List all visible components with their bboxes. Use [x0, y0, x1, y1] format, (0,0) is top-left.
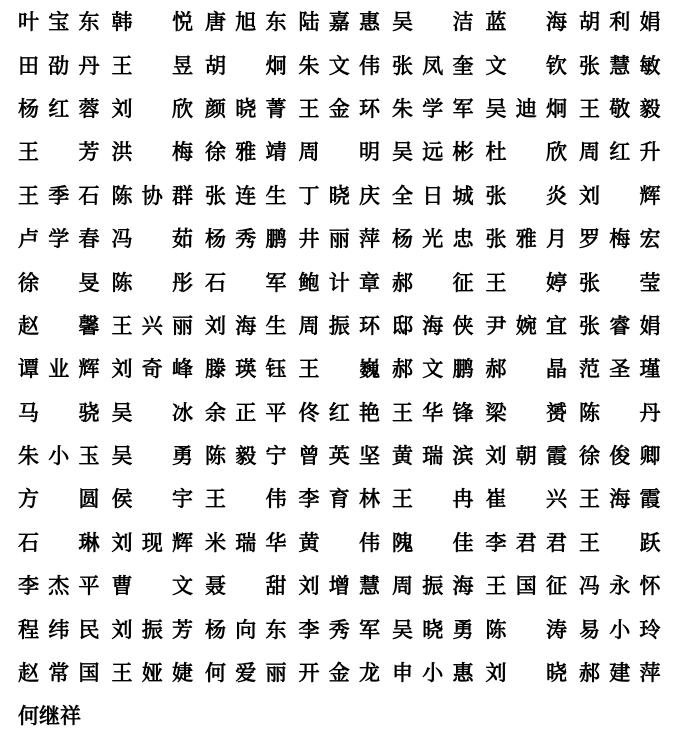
name-entry: 尹 婉 宜	[485, 312, 567, 338]
name-entry: 郝 建 萍	[579, 660, 661, 686]
name-entry: 徐 俊 卿	[579, 443, 661, 469]
name-entry: 何 继 祥	[18, 703, 81, 729]
name-entry: 郝 文 鹏	[392, 356, 474, 382]
name-entry: 曹 文	[111, 573, 193, 599]
name-entry: 朱 学 军	[392, 95, 474, 121]
name-row	[12, 477, 672, 520]
name-row	[12, 521, 672, 564]
name-entry: 刘 现 辉	[111, 529, 193, 555]
name-entry: 王 季 石	[18, 182, 100, 208]
name-row	[12, 564, 672, 607]
name-entry: 陈 协 群	[111, 182, 193, 208]
name-entry: 罗 梅 宏	[579, 226, 661, 252]
name-row	[12, 87, 672, 130]
name-entry: 曾 英 坚	[298, 443, 380, 469]
name-entry: 田 劭 丹	[18, 52, 100, 78]
name-entry: 程 纬 民	[18, 616, 100, 642]
name-entry: 谭 业 辉	[18, 356, 100, 382]
name-entry: 丁 晓 庆	[298, 182, 380, 208]
name-entry: 王 昱	[111, 52, 193, 78]
name-row	[12, 0, 672, 43]
name-entry: 张 炎	[485, 182, 567, 208]
name-entry: 周 明	[298, 139, 380, 165]
name-entry: 王 华 锋	[392, 399, 474, 425]
name-entry: 石 军	[205, 269, 287, 295]
name-entry: 滕 瑛 钰	[205, 356, 287, 382]
name-entry: 蓝 海	[485, 9, 567, 35]
name-entry: 王 金 环	[298, 95, 380, 121]
name-entry: 张 凤 奎	[392, 52, 474, 78]
name-entry: 陆 嘉 惠	[298, 9, 380, 35]
name-entry: 唐 旭 东	[205, 9, 287, 35]
name-entry: 石 琳	[18, 529, 100, 555]
name-entry: 王 敬 毅	[579, 95, 661, 121]
name-row	[12, 43, 672, 86]
name-entry: 张 连 生	[205, 182, 287, 208]
name-entry: 刘 奇 峰	[111, 356, 193, 382]
name-entry: 井 丽 萍	[298, 226, 380, 252]
name-entry: 李 秀 军	[298, 616, 380, 642]
name-entry: 方 圆	[18, 486, 100, 512]
name-entry: 吴 迪 炯	[485, 95, 567, 121]
name-entry: 王 婷	[485, 269, 567, 295]
name-entry: 吴 冰	[111, 399, 193, 425]
name-entry: 刘 朝 霞	[485, 443, 567, 469]
name-entry: 李 育 林	[298, 486, 380, 512]
name-entry: 郝 晶	[485, 356, 567, 382]
name-entry: 王 伟	[205, 486, 287, 512]
name-entry: 王 海 霞	[579, 486, 661, 512]
name-entry: 周 振 海	[392, 573, 474, 599]
name-row	[12, 434, 672, 477]
name-entry: 周 振 环	[298, 312, 380, 338]
name-entry: 韩 悦	[111, 9, 193, 35]
name-entry: 刘 增 慧	[298, 573, 380, 599]
name-entry: 陈 彤	[111, 269, 193, 295]
name-entry: 吴 勇	[111, 443, 193, 469]
name-entry: 刘 辉	[579, 182, 661, 208]
name-entry: 杨 光 忠	[392, 226, 474, 252]
name-row	[12, 130, 672, 173]
name-entry: 冯 永 怀	[579, 573, 661, 599]
name-entry: 张 莹	[579, 269, 661, 295]
name-entry: 范 圣 瑾	[579, 356, 661, 382]
name-row	[12, 174, 672, 217]
name-entry: 鲍 计 章	[298, 269, 380, 295]
name-entry: 余 正 平	[205, 399, 287, 425]
name-entry: 张 睿 娟	[579, 312, 661, 338]
name-entry: 梁 赟	[485, 399, 567, 425]
name-entry: 易 小 玲	[579, 616, 661, 642]
name-entry: 吴 晓 勇	[392, 616, 474, 642]
name-entry: 杨 秀 鹏	[205, 226, 287, 252]
name-entry: 赵 常 国	[18, 660, 100, 686]
name-entry: 开 金 龙	[298, 660, 380, 686]
name-entry: 刘 海 生	[205, 312, 287, 338]
name-entry: 陈 涛	[485, 616, 567, 642]
name-entry: 佟 红 艳	[298, 399, 380, 425]
name-row	[12, 260, 672, 303]
name-entry: 卢 学 春	[18, 226, 100, 252]
name-entry: 赵 馨	[18, 312, 100, 338]
name-entry: 崔 兴	[485, 486, 567, 512]
name-entry: 张 慧 敏	[579, 52, 661, 78]
name-entry: 王 兴 丽	[111, 312, 193, 338]
name-entry: 何 爱 丽	[205, 660, 287, 686]
name-entry: 徐 旻	[18, 269, 100, 295]
name-row	[12, 607, 672, 650]
name-entry: 申 小 惠	[392, 660, 474, 686]
name-row	[12, 304, 672, 347]
name-entry: 王 国 征	[485, 573, 567, 599]
name-entry: 隗 佳	[392, 529, 474, 555]
name-entry: 陈 丹	[579, 399, 661, 425]
name-row	[12, 694, 672, 737]
name-entry: 王 冉	[392, 486, 474, 512]
name-entry: 吴 远 彬	[392, 139, 474, 165]
name-entry: 叶 宝 东	[18, 9, 100, 35]
name-entry: 王 娅 婕	[111, 660, 193, 686]
name-entry: 王 巍	[298, 356, 380, 382]
name-entry: 杨 红 蓉	[18, 95, 100, 121]
name-entry: 周 红 升	[579, 139, 661, 165]
name-entry: 李 君 君	[485, 529, 567, 555]
name-row	[12, 217, 672, 260]
name-entry: 陈 毅 宁	[205, 443, 287, 469]
name-entry: 郝 征	[392, 269, 474, 295]
name-entry: 聂 甜	[205, 573, 287, 599]
name-entry: 文 钦	[485, 52, 567, 78]
name-entry: 颜 晓 菁	[205, 95, 287, 121]
name-entry: 黄 瑞 滨	[392, 443, 474, 469]
name-entry: 刘 振 芳	[111, 616, 193, 642]
name-entry: 胡 炯	[205, 52, 287, 78]
name-entry: 米 瑞 华	[205, 529, 287, 555]
name-entry: 胡 利 娟	[579, 9, 661, 35]
name-entry: 朱 小 玉	[18, 443, 100, 469]
name-entry: 邸 海 侠	[392, 312, 474, 338]
name-entry: 洪 梅	[111, 139, 193, 165]
name-row	[12, 651, 672, 694]
name-entry: 侯 宇	[111, 486, 193, 512]
name-entry: 张 雅 月	[485, 226, 567, 252]
name-entry: 王 跃	[579, 529, 661, 555]
name-row	[12, 391, 672, 434]
name-entry: 刘 欣	[111, 95, 193, 121]
name-entry: 杜 欣	[485, 139, 567, 165]
name-entry: 王 芳	[18, 139, 100, 165]
name-entry: 朱 文 伟	[298, 52, 380, 78]
name-entry: 黄 伟	[298, 529, 380, 555]
name-entry: 杨 向 东	[205, 616, 287, 642]
name-entry: 徐 雅 靖	[205, 139, 287, 165]
name-entry: 马 骁	[18, 399, 100, 425]
name-entry: 刘 晓	[485, 660, 567, 686]
name-entry: 全 日 城	[392, 182, 474, 208]
name-list	[12, 0, 672, 738]
name-row	[12, 347, 672, 390]
name-entry: 李 杰 平	[18, 573, 100, 599]
name-entry: 冯 茹	[111, 226, 193, 252]
name-entry: 吴 洁	[392, 9, 474, 35]
